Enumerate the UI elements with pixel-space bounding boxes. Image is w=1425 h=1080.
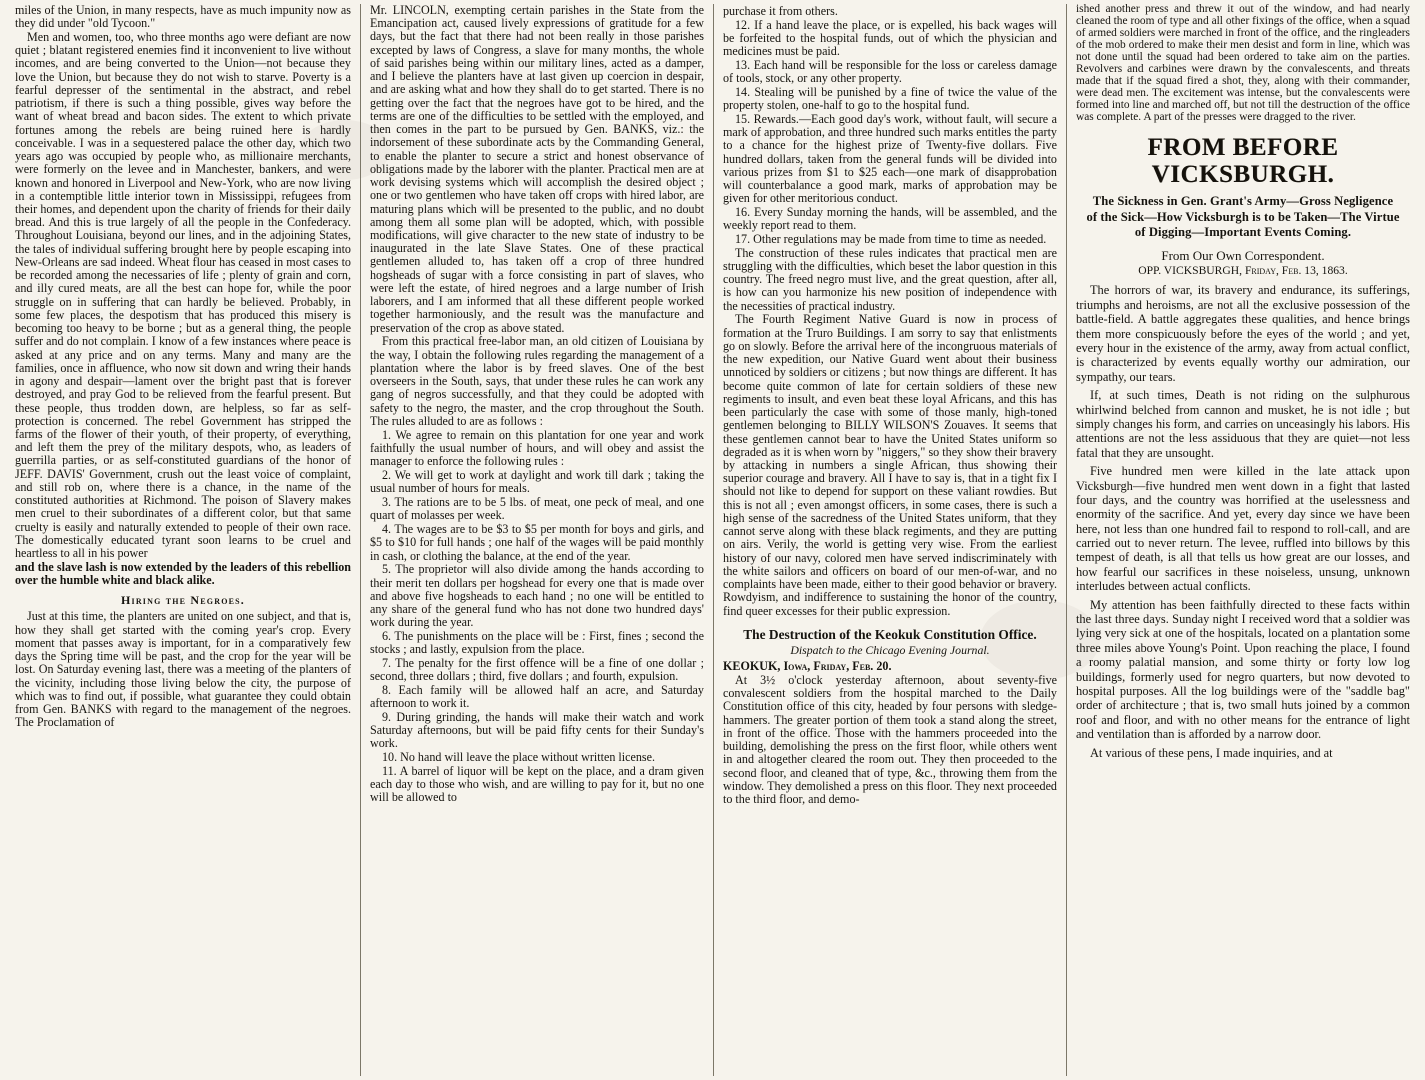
paragraph: Just at this time, the planters are united on one subject, and that is, how they shall get started with the coming year's crop. Every moment that passes away is important, for in a comparatively few days the Spring time will be past, and the crop for the year will be lost. On Saturday evening last, there was a meeting of the planters of the vicinity, including those living below the city, the purpose of which was to find out, if possible, what guarantee they could obtain from Gen. BANKS with regard to the management of the negroes. The Proclamation of [15,609,351,730]
article-headline-keokuk: The Destruction of the Keokuk Constitution Office. [743,626,1037,642]
column-3 [713,4,1066,1076]
paragraph: The horrors of war, its bravery and endurance, its sufferings, triumphs and heroisms, are not all the exclusive possession of the battle-field. A battle aggregates these qualities, and hence brings them more conspicuously before the eyes of the world ; and yet, every hour in the existence of the army, away from actual conflict, is characterized by events equally worthy our admiration, our sympathy, our tears. [1075,283,1410,384]
list-item: 17. Other regulations may be made from time to time as needed. [734,231,1047,246]
plantation-rules-list [370,429,704,805]
headline-deck: The Sickness in Gen. Grant's Army—Gross Negligence of the Sick—How Vicksburgh is to be Taken—The Virtue of Digging—Important Events Coming. [1086,194,1400,240]
paragraph: and the slave lash is now extended by the leaders of this rebellion over the humble white and black alike. [15,559,351,588]
list-item: 6. The punishments on the place will be : First, fines ; second the stocks ; and lastly, expulsion from the place. [369,629,704,657]
article-source-line: Dispatch to the Chicago Evening Journal. [790,643,990,658]
list-item: purchase it from others. [722,4,838,18]
list-item: 5. The proprietor will also divide among the hands according to their merit ten dollars per hogshead for every one that is made over and above five hogsheads to each hand ; no one will be entitled to any share of the general fund who has not done two hundred days' work during the year. [369,562,704,630]
dateline: KEOKUK, Iowa, Friday, Feb. 20. [722,659,892,674]
list-item: 10. No hand will leave the place without written license. [381,750,656,765]
list-item: 12. If a hand leave the place, or is expelled, his back wages will be forfeited to the hospital funds, out of which the physician and medicines must be paid. [722,17,1057,59]
main-headline: FROM BEFORE VICKSBURGH. [1147,133,1339,189]
paragraph: At various of these pens, I made inquiries, and at [1089,745,1333,760]
paragraph: My attention has been faithfully directed to these facts within the last three days. Sunday night I received word that a soldier was lying very sick at one of the hospitals, located on a plantation some three miles above Young's Point. Upon reaching the place, I found a roomy palatial mansion, and some thirty or forty low log buildings, formerly used for negro quarters, but now devoted to hospital purposes. All the log buildings were of the "saddle bag" order of architecture ; that is, two small huts joined by a common roof and floor, and with no other means for the entrance of light and ventilation than is afforded by a narrow door. [1075,597,1410,742]
paragraph: Mr. LINCOLN, exempting certain parishes in the State from the Emancipation act, caused lively expressions of gratitude for a few days, but the fact that there had not been really in those parishes excepted by laws of Congress, a slave for many months, the whole of said parishes being within our military lines, acted as a damper, and I believe the planters have at last given up coercion in despair, and are asking what and how they shall do to get started. There is no getting over the fact that the negroes have got to be hired, and the terms are one of the difficulties to be settled with the employed, and then comes in the part to be pursued by Gen. BANKS, viz.: the indorsement of these subordinate acts by the Commanding General, to enable the planter to secure a strict and honest observance of obligations made by the laborer with the planter. Practical men are at work devising systems which will accomplish the desired object ; one or two gentlemen who have taken off crops with hired labor, are maturing plans which will be presented to the public, and no doubt among them all some plan will be adopted, which, with possible modifications, will give character to the new state of industry to be inaugurated in the late Slave States. One of these practical gentlemen alluded to, has taken off a crop of three hundred hogsheads of sugar with a force consisting in part of slaves, who were left the estate, of hired negroes and a large number of Irish laborers, and I am informed that all these different people worked together harmoniously, and the result was the manufacture and preservation of the crop as above stated. [369,4,704,335]
list-item: 9. During grinding, the hands will make their watch and work Saturday afternoons, but will be paid fifty cents for their Sunday's work. [369,709,704,751]
paragraph: ished another press and threw it out of the window, and had nearly cleaned the room of type and all other fixings of the office, when a squad of armed soldiers were marched in front of the office, and the ringleaders of the mob ordered to make their men desist and form in line, which was not done until the squad had been ordered to take aim on the parties. Revolvers and carbines were drawn by the convalescents, and threats made that if the squad fired a shot, they, along with their commander, were dead men. The excitement was intense, but the convalescents were formed into line and marched off, but not till the destruction of the office was complete. A part of the presses were dragged to the river. [1075,4,1410,123]
correspondent-line: From Our Own Correspondent. [1161,247,1325,263]
paragraph: miles of the Union, in many respects, have as much impunity now as they did under "old Tycoon." [15,4,351,31]
paragraph: Five hundred men were killed in the late attack upon Vicksburgh—five hundred men went down in a fight that lasted four days, and the country was horrified at the uselessness and enormity of the sacrifice. And yet, every day since we have been here, not less than one hundred fail to respond to roll-call, and are carried out to never return. The levee, ruffled into billows by this tempest of death, is all that tells us how great are our losses, and how fearful our sacrifices in these noiseless, unsung, unknown interludes between actual conflicts. [1075,464,1410,594]
paragraph: The construction of these rules indicates that practical men are struggling with the difficulties, which beset the labor question in this country. The freed negro must live, and the great question, after all, is how can you harmonize his new position of independence with the necessities of practical industry. [722,245,1057,313]
column-2 [360,4,713,1076]
plantation-rules-continued [723,5,1057,246]
list-item: 3. The rations are to be 5 lbs. of meat, one peck of meal, and one quart of molasses per week. [369,495,704,523]
list-item: 8. Each family will be allowed half an acre, and Saturday afternoon to work it. [369,682,704,711]
dateline: OPP. VICKSBURGH, Friday, Feb. 13, 1863. [1138,263,1348,277]
section-subhead: Hiring the Negroes. [120,593,246,608]
column-1 [6,4,360,1076]
paragraph: The Fourth Regiment Native Guard is now in process of formation at the Truro Buildings. I am sorry to say that enlistments go on slowly. Before the arrival here of the incongruous materials of the new expedition, our Native Guard went about their business unnoticed by soldiers or citizens ; but now things are different. It has become quite common of late for certain soldiers of these new regiments to insult, and even beat these loyal Africans, and this has been particularly the case with some of those manly, high-toned gentlemen belonging to BILLY WILSON'S Zouaves. It seems that these gentlemen cannot bear to have the United States uniform so degraded as it is when worn by "niggers," so they show their bravery by attacking in numbers a single African, thus showing their superior courage and bravery. All I have to say is, that in a tight fix I should not like to depend for support on these valiant rowdies. But this is not all ; even amongst officers, in some cases, there is such a high sense of the sacredness of the United States uniform, that they cannot serve along with these black regiments, and they are putting on airs. Verily, the world is getting very wise. From the earliest history of our navy, colored men have served indiscriminately with the white sailors and officers on board of our men-of-war, and no complaints have been made, either to their good behavior or bravery. Rowdyism, and indifference to sustaining the honor of the country, find queer excesses for their public expression. [722,312,1057,618]
list-item: 2. We will get to work at daylight and work till dark ; taking the usual number of hours for meals. [369,468,704,496]
paragraph: If, at such times, Death is not riding on the sulphurous whirlwind belched from cannon and musket, he is not idle ; but simply changes his form, and carries on unceasingly his labors. His attentions are not the less assiduous that they are quiet—not less fatal that they are unsought. [1075,388,1410,460]
list-item: 14. Stealing will be punished by a fine of twice the value of the property stolen, one-half to go to the hospital fund. [722,84,1057,113]
list-item: 4. The wages are to be $3 to $5 per month for boys and girls, and $5 to $10 for full hands ; one half of the wages will be paid monthly in cash, or clothing the balance, at the end of the year. [369,522,704,563]
list-item: 15. Rewards.—Each good day's work, without fault, will secure a mark of approbation, and three hundred such marks entitles the party to a chance for the highest prize of Twenty-five dollars. Five hundred dollars, taken from the general funds will be divided into various prizes from $1 to $25 each—one mark of disapprobation will counterbalance a good mark, marks of approbation may be given for other meritorious conduct. [722,111,1057,206]
continued-text-fragment [1076,4,1410,124]
list-item: 16. Every Sunday morning the hands, will be assembled, and the weekly report read to them. [722,205,1057,233]
list-item: 7. The penalty for the first offence will be a fine of one dollar ; second, three dollars ; third, five dollars ; and fourth, expulsion. [369,655,704,684]
column-4 [1066,4,1419,1076]
paragraph: At 3½ o'clock yesterday afternoon, about seventy-five convalescent soldiers from the hospital marched to the Daily Constitution office of this city, headed by four persons with sledge-hammers. The greater portion of them took a stand along the street, in front of the office. Those with the hammers proceeded into the building, demolishing the press on the first floor, while others went in and altogether cleared the room out. They then proceeded to the second floor, and cleaned that of type, &c., throwing them from the window. They demolished a press on this floor. They next proceeded to the third floor, and demo- [722,672,1057,807]
paragraph: Men and women, too, who three months ago were defiant are now quiet ; blatant registered enemies find it inconvenient to live without incomes, and are being converted to the Union—not because they love the Union, but because they do not wish to starve. Poverty is a fearful depresser of the sentimental in the abstract, and rebel patriotism, if there is such a thing possible, gives way before the want of wheat bread and bacon sides. The extent to which private fortunes among the rebels are being ruined here is hardly conceivable. I was in a sequestered palace the other day, which two years ago was occupied by people who, as millionaire merchants, were formerly on the levee and in Manchester, bankers, and were known and honored in Liverpool and New-York, who are now living in a contemptible little interior town in Mississippi, refugees from their homes, and dependent upon the charity of friends for their daily bread. And this is true largely of all the people in the Confederacy. Throughout Louisiana, beyond our lines, and in the adjoining States, the tales of individual suffering brought here by people escaping into New-Orleans are sad indeed. Wheat flour has ceased in most cases to be recorded among the necessaries of life ; plenty of grain and corn, and illy cured meats, are all the best can hope for, while the poor struggle on in suffering that can hardly be believed. Probably, in some few places, the despotism that has produced this misery is becoming too heavy to be borne ; but as a general thing, the people suffer and do not complain. I know of a few instances where peace is asked at any price and on any terms. Many and many are the families, once in affluence, who now sit down and wring their hands in agony and despair—lament over the bright past that is forever destroyed, and pray God to be relieved from the fearful present. But these people, thus trodden down, are helpless, so far as self-protection is concerned. The rebel Government has stripped the farms of the flower of their youth, of their property, of everything, and left them the prey of the military despots, who, as leaders of guerrilla parties, or as self-constituted guardians of the honor of JEFF. DAVIS' Government, crush out the least voice of complaint, and still rob on, where there is a chance, in the name of the constituted authorities at Richmond. The poison of Slavery makes men cruel to their subordinates of a different color, but that same cruelty is easily and naturally extended to people of their own race. The domestically educated tyrant soon learns to be cruel and heartless to all in his power [15,29,351,561]
list-item: 11. A barrel of liquor will be kept on the place, and a dram given each day to those who wish, and are willing to pay for it, but no one will be allowed to [369,763,704,805]
list-item: 1. We agree to remain on this plantation for one year and work faithfully the usual number of hours, and will obey and assist the manager to enforce the following rules : [369,428,704,469]
paragraph: From this practical free-labor man, an old citizen of Louisiana by the way, I obtain the following rules regarding the management of a plantation where the labor is by freed slaves. One of the best overseers in the South, says, that under these rules he can work any gang of negros successfully, and that they could be adopted with safety to the negro, the master, and the crop throughout the South. The rules alluded to are as follows : [369,334,704,428]
list-item: 13. Each hand will be responsible for the loss or careless damage of tools, stock, or any other property. [722,57,1057,86]
